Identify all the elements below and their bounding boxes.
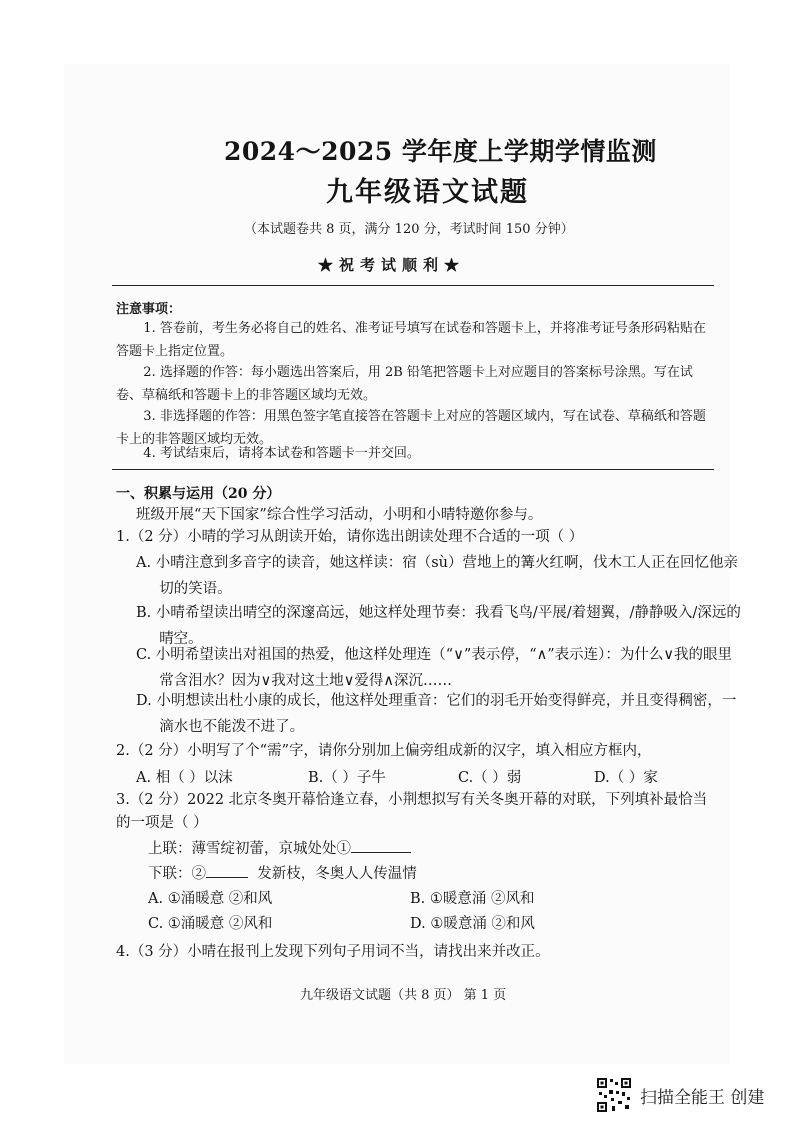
question-3-stem-line1: 3.（2 分）2022 北京冬奥开幕恰逢立春，小荆想拟写有关冬奥开幕的对联，下列填补最恰当: [116, 792, 708, 808]
couplet-upper: [148, 837, 411, 858]
question-1-stem: 1.（2 分）小晴的学习从朗读开始，请你选出朗读处理不合适的一项（ ）: [116, 529, 584, 545]
question-3-option-a: A. ①涌暖意 ②和风: [148, 891, 273, 907]
couplet-lower: [148, 862, 417, 883]
question-2-option-a: A. 相（ ）以沫: [136, 770, 233, 786]
question-1-option-c: C. 小明希望读出对祖国的热爱，他这样处理连（“∨”表示停，“∧”表示连）：为什么∨我的眼里常含泪水？因为∨我对这土地∨爱得∧深沉……: [136, 647, 733, 689]
qr-code-icon: [596, 1077, 632, 1113]
question-1-option-b: B. 小晴希望读出晴空的深邃高远，她这样处理节奏：我看飞鸟/平展/着翅翼，/静静吸入/深远的晴空。: [136, 605, 741, 647]
notice-item-4: 4. 考试结束后，请将本试卷和答题卡一并交回。: [143, 446, 420, 461]
notice-divider: [112, 469, 714, 470]
good-luck-banner: ★祝考试顺利★: [318, 256, 466, 274]
question-2-option-c: C.（ ）弱: [458, 770, 522, 786]
question-2-option-b: B.（ ）子牛: [308, 770, 386, 786]
question-4-stem: 4.（3 分）小晴在报刊上发现下列句子用词不当，请找出来并改正。: [116, 944, 550, 960]
question-1-option-d: D. 小明想读出杜小康的成长，他这样处理重音：它们的羽毛开始变得鲜亮，并且变得稠密，一滴水也不能泼不进了。: [136, 693, 737, 735]
couplet-upper-blank: [351, 840, 411, 853]
question-3-option-b: B. ①暖意涌 ②风和: [410, 891, 535, 907]
question-3-option-d: D. ①暖意涌 ②和风: [410, 916, 535, 932]
exam-title: 2024～2025 学年度上学期学情监测: [224, 137, 657, 166]
subject-title: 九年级语文试题: [326, 177, 529, 208]
couplet-lower-text: 发新枝，冬奥人人传温情: [257, 866, 417, 882]
couplet-lower-label: 下联：②: [148, 866, 206, 882]
question-1-option-a: A. 小晴注意到多音字的读音，她这样读：宿（sù）营地上的篝火红啊，伐木工人正在回忆他亲切的笑语。: [136, 555, 738, 597]
question-3-option-c: C. ①涌暖意 ②风和: [148, 916, 273, 932]
couplet-lower-blank: [206, 865, 248, 878]
question-2-stem: 2.（2 分）小明写了个“需”字，请你分别加上偏旁组成新的汉字，填入相应方框内，: [116, 743, 652, 759]
question-2-option-d: D.（ ）家: [594, 770, 658, 786]
scanner-watermark: 扫描全能王 创建: [640, 1088, 765, 1108]
question-3-stem-line2: 的一项是（ ）: [116, 815, 208, 831]
exam-subtitle: （本试题卷共 8 页，满分 120 分，考试时间 150 分钟）: [244, 222, 574, 237]
page-footer: 九年级语文试题（共 8 页） 第 1 页: [300, 988, 507, 1003]
section-heading: 一、积累与运用（20 分）: [116, 486, 281, 502]
notice-heading: 注意事项：: [116, 302, 182, 317]
notice-item-2: 2. 选择题的作答：每小题选出答案后，用 2B 铅笔把答题卡上对应题目的答案标号涂黑。写在试卷、草稿纸和答题卡上的非答题区域均无效。: [116, 365, 693, 403]
couplet-upper-text: 上联：薄雪绽初蕾，京城处处①: [148, 841, 351, 857]
top-divider: [112, 285, 714, 286]
section-intro: 班级开展“天下国家”综合性学习活动，小明和小晴特邀你参与。: [136, 507, 543, 523]
notice-item-3: 3. 非选择题的作答：用黑色签字笔直接答在答题卡上对应的答题区域内，写在试卷、草稿纸和答题卡上的非答题区域均无效。: [116, 409, 706, 447]
notice-item-1: 1. 答卷前，考生务必将自己的姓名、准考证号填写在试卷和答题卡上，并将准考证号条形码粘贴在答题卡上指定位置。: [116, 321, 706, 359]
